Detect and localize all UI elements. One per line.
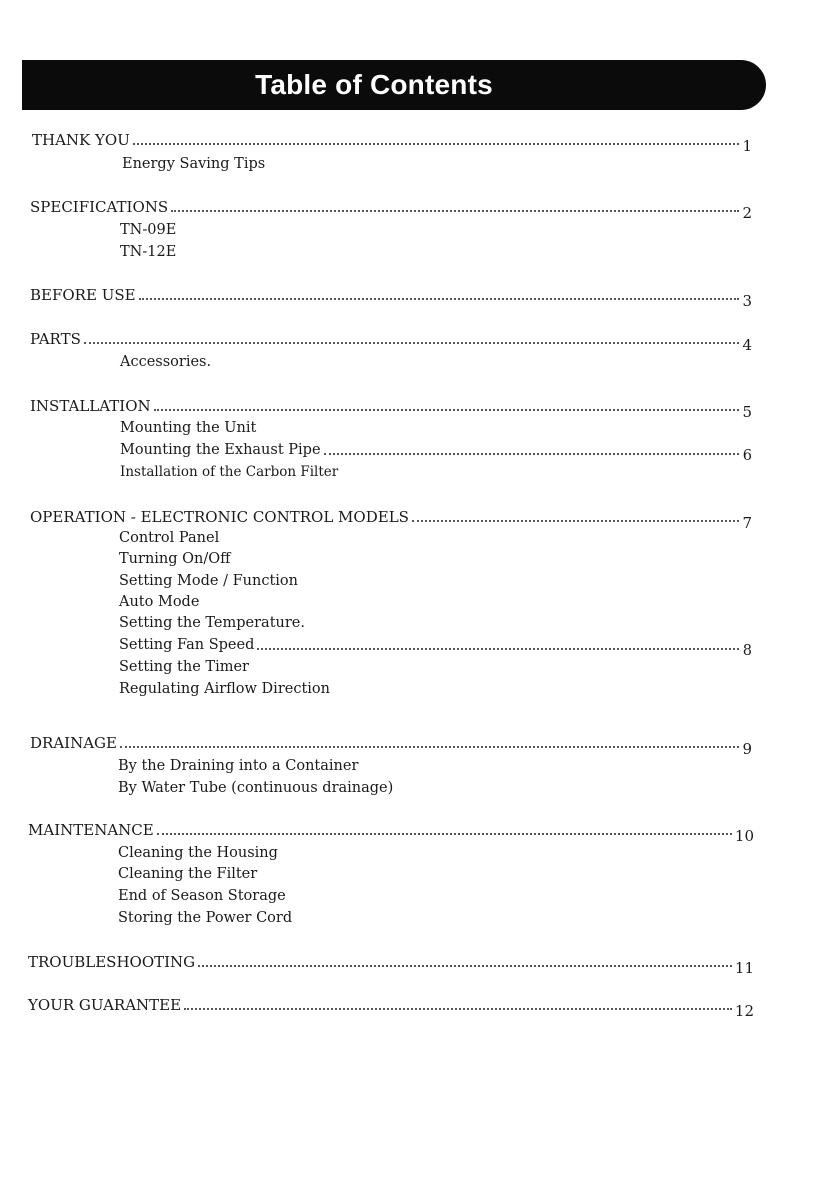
toc-entry-label: OPERATION - ELECTRONIC CONTROL MODELS bbox=[30, 508, 409, 526]
toc-page-number: 7 bbox=[742, 514, 752, 532]
leader-dots bbox=[133, 142, 739, 145]
toc-entry-label: DRAINAGE bbox=[30, 734, 117, 752]
toc-subitem[interactable]: Regulating Airflow Direction bbox=[119, 681, 330, 697]
toc-page-number: 9 bbox=[742, 740, 752, 758]
leader-dots bbox=[412, 519, 739, 522]
toc-subitem[interactable]: By the Draining into a Container bbox=[118, 758, 359, 774]
toc-entry-label: PARTS bbox=[30, 330, 81, 348]
leader-dots bbox=[184, 1007, 732, 1010]
leader-dots bbox=[157, 832, 732, 835]
toc-entry-installation[interactable] bbox=[30, 397, 752, 421]
toc-entry-troubleshooting[interactable] bbox=[28, 953, 754, 977]
toc-subitem[interactable]: Mounting the Unit bbox=[120, 420, 257, 436]
toc-page-number: 10 bbox=[734, 827, 754, 845]
toc-page-number: 11 bbox=[734, 959, 754, 977]
toc-page-number: 3 bbox=[742, 292, 752, 310]
toc-subitem[interactable]: Cleaning the Housing bbox=[118, 845, 278, 861]
leader-dots bbox=[84, 341, 739, 344]
toc-subitem[interactable]: Auto Mode bbox=[119, 594, 200, 610]
toc-subitem[interactable]: Control Panel bbox=[119, 530, 220, 546]
toc-entry-drainage[interactable] bbox=[30, 734, 752, 758]
toc-entry-label: THANK YOU bbox=[32, 131, 130, 149]
toc-entry-parts[interactable] bbox=[30, 330, 752, 354]
toc-entry-label: MAINTENANCE bbox=[28, 821, 154, 839]
toc-subitem[interactable]: Setting the Temperature. bbox=[119, 615, 305, 631]
toc-subitem[interactable]: Storing the Power Cord bbox=[118, 910, 293, 926]
leader-dots bbox=[139, 297, 739, 300]
toc-subitem[interactable]: Accessories. bbox=[120, 354, 212, 370]
leader-dots bbox=[154, 408, 739, 411]
toc-entry-specifications[interactable] bbox=[30, 198, 752, 222]
leader-dots bbox=[324, 452, 739, 455]
toc-page-number: 2 bbox=[742, 204, 752, 222]
toc-subitem[interactable]: End of Season Storage bbox=[118, 888, 286, 904]
toc-page-number: 12 bbox=[734, 1002, 754, 1020]
toc-entry-label: SPECIFICATIONS bbox=[30, 198, 169, 216]
toc-subitem-label: Setting Fan Speed bbox=[119, 637, 255, 653]
toc-entry-label: BEFORE USE bbox=[30, 286, 136, 304]
toc-page-number: 6 bbox=[742, 448, 752, 464]
toc-entry-maintenance[interactable] bbox=[28, 821, 754, 845]
toc-subitem[interactable]: Energy Saving Tips bbox=[122, 156, 266, 172]
toc-entry-label: TROUBLESHOOTING bbox=[28, 953, 196, 971]
toc-subentry-fan-speed[interactable] bbox=[119, 636, 752, 659]
leader-dots bbox=[171, 209, 739, 212]
toc-page-number: 5 bbox=[742, 403, 752, 421]
leader-dots bbox=[198, 964, 732, 967]
toc-entry-label: YOUR GUARANTEE bbox=[28, 996, 182, 1014]
toc-entry-before-use[interactable] bbox=[30, 286, 752, 310]
toc-entry-label: INSTALLATION bbox=[30, 397, 151, 415]
toc-page-number: 8 bbox=[742, 643, 752, 659]
toc-subitem[interactable]: Turning On/Off bbox=[119, 551, 231, 567]
leader-dots bbox=[120, 745, 739, 748]
toc-subitem[interactable]: Installation of the Carbon Filter bbox=[120, 464, 339, 480]
page-title: Table of Contents bbox=[255, 69, 493, 100]
toc-subitem[interactable]: TN-12E bbox=[120, 244, 177, 260]
toc-entry-thank-you[interactable] bbox=[32, 131, 752, 155]
toc-entry-your-guarantee[interactable] bbox=[28, 996, 754, 1020]
toc-subitem[interactable]: Setting Mode / Function bbox=[119, 573, 298, 589]
toc-subitem-label: Mounting the Exhaust Pipe bbox=[120, 442, 321, 458]
leader-dots bbox=[257, 647, 739, 650]
toc-subitem[interactable]: Cleaning the Filter bbox=[118, 866, 258, 882]
toc-subitem[interactable]: By Water Tube (continuous drainage) bbox=[118, 780, 394, 796]
toc-page-number: 1 bbox=[742, 137, 752, 155]
toc-entry-operation[interactable] bbox=[30, 508, 752, 532]
toc-subitem[interactable]: Setting the Timer bbox=[119, 659, 249, 675]
toc-subitem[interactable]: TN-09E bbox=[120, 222, 177, 238]
toc-page-number: 4 bbox=[742, 336, 752, 354]
toc-subentry-exhaust-pipe[interactable] bbox=[120, 441, 752, 464]
